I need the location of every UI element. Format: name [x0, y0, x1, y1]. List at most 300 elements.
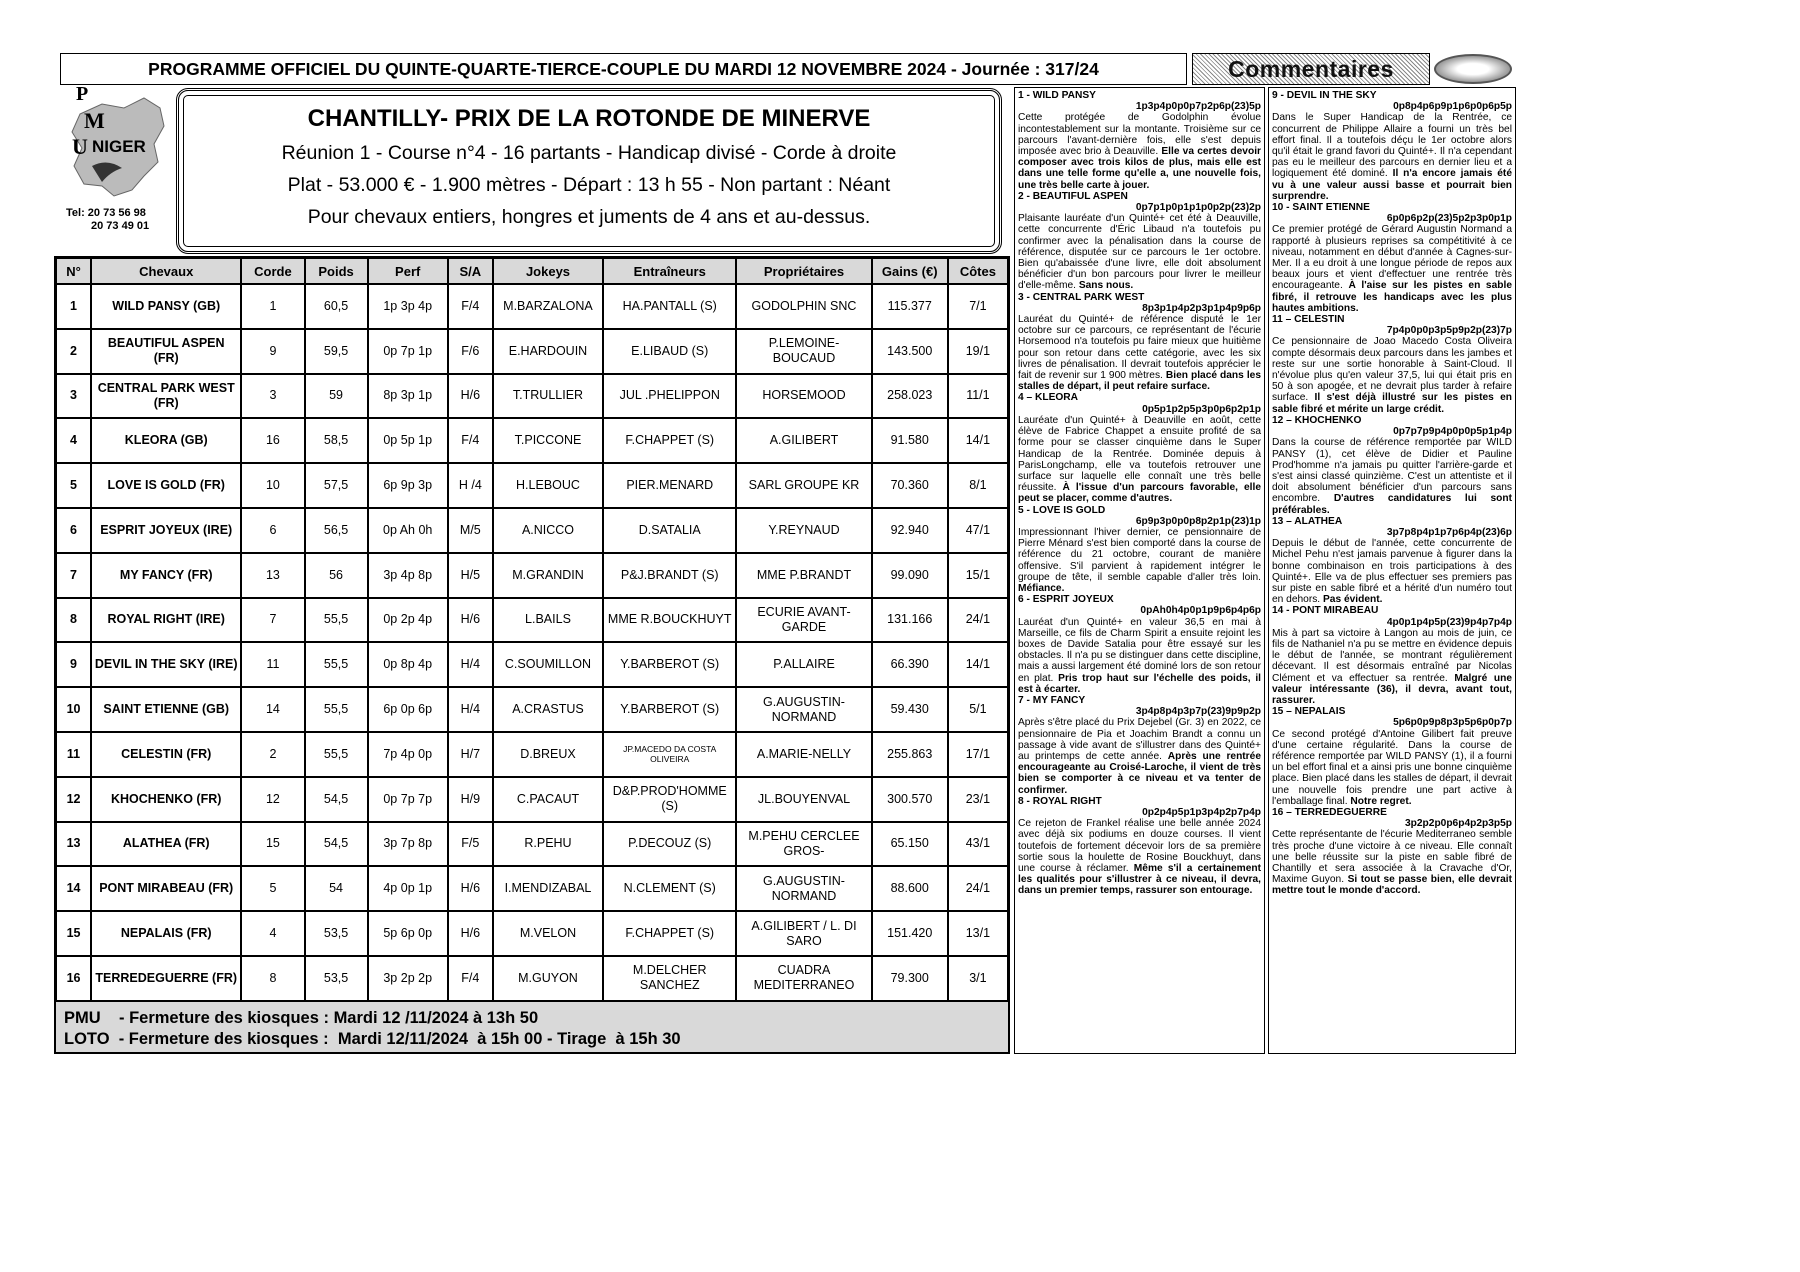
column-header: Chevaux	[91, 258, 241, 284]
table-cell: F/6	[448, 329, 493, 374]
commentary-body: Ce pensionnaire de Joao Macedo Costa Oliveira compte désormais deux parcours dans les jambes et reste sur une sortie honorable à Saint-Cloud. Il n'évolue plus qu'en valeur 37,5, lui qui était pris en 50 à son apogée, et ne devrait plus tarder à refaire surface.	[1272, 336, 1512, 404]
table-cell: 8	[56, 598, 91, 643]
table-cell: 0p 8p 4p	[368, 642, 448, 687]
table-cell: Y.BARBEROT (S)	[603, 642, 736, 687]
table-cell: ALATHEA (FR)	[91, 822, 241, 867]
table-cell: 55,5	[305, 642, 368, 687]
column-header: Jokeys	[493, 258, 603, 284]
table-cell: 47/1	[948, 508, 1008, 553]
table-cell: 59	[305, 374, 368, 419]
commentary-text	[1018, 527, 1261, 594]
table-cell: 91.580	[872, 418, 948, 463]
commentary-entry	[1272, 314, 1512, 415]
table-cell: E.LIBAUD (S)	[603, 329, 736, 374]
table-cell: 15	[241, 822, 304, 867]
commentary-horse-title: 7 - MY FANCY	[1018, 694, 1086, 706]
table-cell: 15	[56, 911, 91, 956]
table-cell: WILD PANSY (GB)	[91, 284, 241, 329]
table-cell: 8/1	[948, 463, 1008, 508]
column-header: Entraîneurs	[603, 258, 736, 284]
table-cell: N.CLEMENT (S)	[603, 866, 736, 911]
table-cell: D.BREUX	[493, 732, 603, 777]
table-cell: 7p 4p 0p	[368, 732, 448, 777]
table-cell: 13	[56, 822, 91, 867]
table-cell: 3	[56, 374, 91, 419]
commentary-entry	[1272, 202, 1512, 314]
table-cell: 0p 7p 1p	[368, 329, 448, 374]
table-cell: 11	[56, 732, 91, 777]
table-cell: 4p 0p 1p	[368, 866, 448, 911]
table-cell: 5p 6p 0p	[368, 911, 448, 956]
table-cell: 6p 9p 3p	[368, 463, 448, 508]
table-cell: MY FANCY (FR)	[91, 553, 241, 598]
table-cell: I.MENDIZABAL	[493, 866, 603, 911]
commentary-entry	[1018, 392, 1261, 504]
table-cell: 14/1	[948, 418, 1008, 463]
tel-line-2: 20 73 49 01	[91, 220, 150, 232]
table-cell: KHOCHENKO (FR)	[91, 777, 241, 822]
commentary-body: Dans la course de référence remportée par WILD PANSY (1), cet élève de Didier et Pauline Prod'homme n'a jamais pu quitter l'arrière-garde et s'est ainsi classé quinzième. C'est un attentiste et il doit absolument bénéficier d'un parcours sans encombre.	[1272, 437, 1512, 505]
table-cell: PONT MIRABEAU (FR)	[91, 866, 241, 911]
tel-line-1: Tel: 20 73 56 98	[66, 207, 146, 219]
table-row	[56, 284, 1008, 329]
table-cell: 8p 3p 1p	[368, 374, 448, 419]
table-cell: MME R.BOUCKHUYT	[603, 598, 736, 643]
table-cell: TERREDEGUERRE (FR)	[91, 956, 241, 1001]
table-cell: P.LEMOINE-BOUCAUD	[736, 329, 871, 374]
table-cell: G.AUGUSTIN-NORMAND	[736, 687, 871, 732]
table-cell: F/4	[448, 956, 493, 1001]
table-row	[56, 508, 1008, 553]
commentary-text	[1272, 729, 1512, 807]
commentary-column-1	[1014, 87, 1265, 1054]
commentary-horse-title: 16 – TERREDEGUERRE	[1272, 807, 1387, 818]
table-cell: 70.360	[872, 463, 948, 508]
table-cell: M.GUYON	[493, 956, 603, 1001]
table-cell: PIER.MENARD	[603, 463, 736, 508]
commentary-horse-title: 1 - WILD PANSY	[1018, 90, 1096, 101]
race-info-box	[176, 88, 1002, 254]
race-line-3: Pour chevaux entiers, hongres et juments de 4 ans et au-dessus.	[307, 206, 871, 228]
commentary-verdict: Après une rentrée encourageante au Croisé-Laroche, il vient de très bien se comporter à ce niveau et va tenter de confirmer.	[1018, 750, 1261, 796]
table-cell: 3p 2p 2p	[368, 956, 448, 1001]
table-cell: H/9	[448, 777, 493, 822]
table-cell: 58,5	[305, 418, 368, 463]
table-cell: 59.430	[872, 687, 948, 732]
commentary-text	[1272, 336, 1512, 414]
table-cell: 55,5	[305, 687, 368, 732]
table-cell: 5/1	[948, 687, 1008, 732]
logo-letter-u: U	[72, 134, 88, 159]
commentary-performance: 3p4p8p4p3p7p(23)9p9p2p	[1135, 706, 1261, 718]
table-row	[56, 329, 1008, 374]
table-cell: 54	[305, 866, 368, 911]
table-cell: 53,5	[305, 956, 368, 1001]
commentary-entry	[1018, 191, 1261, 292]
commentary-verdict: Si tout se passe bien, elle devrait mettre tout le monde d'accord.	[1272, 874, 1512, 897]
commentary-horse-title: 5 - LOVE IS GOLD	[1018, 504, 1106, 516]
table-row	[56, 956, 1008, 1001]
commentary-verdict: À l'aise sur les pistes en sable fibré, il retrouve les handicaps avec les plus hautes ambitions.	[1272, 280, 1512, 314]
table-cell: DEVIL IN THE SKY (IRE)	[91, 642, 241, 687]
commentary-body: Plaisante lauréate d'un Quinté+ cet été à Deauville, cette concurrente d'Éric Libaud n'a toutefois pu confirmer avec la pénalisation dans la course de référence, disputée sur ce parcours le 1er octobre. Bien qu'abaissée d'une livre, elle doit absolument bénéficier d'un bon parcours pour livrer le meilleur d'elle-même.	[1018, 213, 1261, 292]
commentary-text	[1018, 415, 1261, 505]
table-cell: 258.023	[872, 374, 948, 419]
table-cell: P.DECOUZ (S)	[603, 822, 736, 867]
commentary-body: Mis à part sa victoire à Langon au mois de juin, ce fils de Nathaniel n'a pu se mettre en évidence depuis le début de l'année, se montrant régulièrement décevant. Il est désormais entraîné par Nicolas Clément et va effectuer sa rentrée.	[1272, 627, 1512, 684]
table-cell: 92.940	[872, 508, 948, 553]
commentary-entry	[1018, 292, 1261, 393]
commentary-verdict: Bien placé dans les stalles de départ, il peut refaire surface.	[1018, 370, 1261, 393]
table-cell: M.GRANDIN	[493, 553, 603, 598]
commentary-text	[1018, 112, 1261, 190]
table-cell: 53,5	[305, 911, 368, 956]
table-cell: T.TRULLIER	[493, 374, 603, 419]
table-cell: A.NICCO	[493, 508, 603, 553]
table-cell: 24/1	[948, 598, 1008, 643]
table-row	[56, 553, 1008, 598]
table-cell: M.BARZALONA	[493, 284, 603, 329]
table-row	[56, 732, 1008, 777]
commentary-horse-title: 6 - ESPRIT JOYEUX	[1018, 594, 1114, 606]
table-cell: T.PICCONE	[493, 418, 603, 463]
commentary-performance: 3p7p8p4p1p7p6p4p(23)6p	[1386, 526, 1512, 538]
table-cell: SARL GROUPE KR	[736, 463, 871, 508]
table-cell: 10	[241, 463, 304, 508]
table-cell: JL.BOUYENVAL	[736, 777, 871, 822]
commentary-body: Impressionnant l'hiver dernier, ce pensionnaire de Pierre Ménard s'est bien comporté dans la course de référence du 21 octobre, courant de manière offensive. S'il parvient à rapidement intégrer le groupe de tête, il semble capable d'aller très loin.	[1018, 526, 1261, 583]
table-cell: ROYAL RIGHT (IRE)	[91, 598, 241, 643]
table-cell: CUADRA MEDITERRANEO	[736, 956, 871, 1001]
table-row	[56, 822, 1008, 867]
column-header: Poids	[305, 258, 368, 284]
table-cell: 2	[241, 732, 304, 777]
footer-pmu-line: PMU - Fermeture des kiosques : Mardi 12 /11/2024 à 13h 50	[64, 1009, 539, 1027]
table-cell: F/5	[448, 822, 493, 867]
commentary-verdict: À l'issue d'un parcours favorable, elle peut se placer, comme d'autres.	[1018, 482, 1261, 505]
table-cell: P.ALLAIRE	[736, 642, 871, 687]
table-cell: A.MARIE-NELLY	[736, 732, 871, 777]
commentary-performance: 0p8p4p6p9p1p6p0p6p5p	[1393, 101, 1512, 113]
table-cell: 54,5	[305, 777, 368, 822]
table-cell: D.SATALIA	[603, 508, 736, 553]
commentary-verdict: Il s'est déjà illustré sur les pistes en sable fibré et mérite un large crédit.	[1272, 392, 1513, 415]
commentary-horse-title: 12 – KHOCHENKO	[1272, 414, 1362, 426]
table-cell: 6p 0p 6p	[368, 687, 448, 732]
table-cell: SAINT ETIENNE (GB)	[91, 687, 241, 732]
partants-table	[54, 256, 1010, 1003]
race-line-1: Réunion 1 - Course n°4 - 16 partants - Handicap divisé - Corde à droite	[281, 142, 897, 164]
table-cell: H/7	[448, 732, 493, 777]
logo-letter-m: M	[84, 108, 105, 133]
table-cell: KLEORA (GB)	[91, 418, 241, 463]
table-cell: 5	[56, 463, 91, 508]
commentary-entry	[1018, 505, 1261, 595]
table-cell: 13	[241, 553, 304, 598]
table-cell: H/6	[448, 866, 493, 911]
table-cell: 13/1	[948, 911, 1008, 956]
table-cell: 1	[241, 284, 304, 329]
commentary-text	[1272, 829, 1512, 896]
table-cell: 4	[241, 911, 304, 956]
pmu-niger-logo	[62, 86, 172, 204]
table-cell: BEAUTIFUL ASPEN (FR)	[91, 329, 241, 374]
table-cell: 151.420	[872, 911, 948, 956]
commentary-body: Lauréate d'un Quinté+ à Deauville en août, cette élève de Fabrice Chappet a ensuite profité de sa forme pour se classer cinquième dans le Super Handicap de la Rentrée. Dominée depuis à ParisLongchamp, elle va toutefois retrouver une surface sur laquelle elle connaît une très belle réussite.	[1018, 414, 1261, 494]
column-header: N°	[56, 258, 91, 284]
commentary-body: Cette représentante de l'écurie Mediterraneo semble très proche d'une victoire à ce niveau. Elle connaît une belle réussite sur la piste en sable fibré de Chantilly et sera associée à la Cravache d'Or, Maxime Guyon.	[1272, 829, 1512, 886]
table-cell: CELESTIN (FR)	[91, 732, 241, 777]
commentary-text	[1272, 628, 1512, 706]
table-cell: 65.150	[872, 822, 948, 867]
table-cell: 66.390	[872, 642, 948, 687]
table-cell: 12	[56, 777, 91, 822]
table-cell: M.DELCHER SANCHEZ	[603, 956, 736, 1001]
commentary-text	[1018, 617, 1261, 695]
table-cell: L.BAILS	[493, 598, 603, 643]
table-row	[56, 642, 1008, 687]
commentary-performance: 1p3p4p0p0p7p2p6p(23)5p	[1135, 101, 1261, 113]
commentary-body: Lauréat d'un Quinté+ en valeur 36,5 en mai à Marseille, ce fils de Charm Spirit a ensuite rejoint les boxes de Davide Satalia pour être essayé sur les obstacles. Il n'a pu se distinguer dans cette discipline, mais a aussi largement été dominé lors de son retour en plat.	[1018, 616, 1261, 684]
table-cell: 54,5	[305, 822, 368, 867]
commentary-verdict: Elle va certes devoir composer avec trois kilos de plus, mais elle est dans une telle forme qu'elle a, une nouvelle fois, une très belle carte à jouer.	[1018, 146, 1261, 191]
logo-niger: NIGER	[92, 137, 146, 156]
table-cell: HORSEMOOD	[736, 374, 871, 419]
table-cell: H/6	[448, 911, 493, 956]
table-cell: 15/1	[948, 553, 1008, 598]
column-header: S/A	[448, 258, 493, 284]
table-cell: MME P.BRANDT	[736, 553, 871, 598]
table-cell: 16	[241, 418, 304, 463]
table-cell: F.CHAPPET (S)	[603, 418, 736, 463]
table-cell: 300.570	[872, 777, 948, 822]
commentary-verdict: Même s'il a certainement les qualités pour s'illustrer à ce niveau, il devra, dans un premier temps, rassurer son entourage.	[1018, 863, 1261, 897]
table-cell: 3p 4p 8p	[368, 553, 448, 598]
table-cell: 5	[241, 866, 304, 911]
table-cell: 7	[241, 598, 304, 643]
commentary-entry	[1272, 706, 1512, 807]
table-cell: 14/1	[948, 642, 1008, 687]
table-cell: P&J.BRANDT (S)	[603, 553, 736, 598]
table-cell: 0p 5p 1p	[368, 418, 448, 463]
commentary-text	[1272, 538, 1512, 605]
table-cell: 0p 2p 4p	[368, 598, 448, 643]
commentary-body: Ce rejeton de Frankel réalise une belle année 2024 avec déjà six podiums en douze courses. Il vient toutefois de fortement décevoir lors de sa première sortie sous la houlette de Rosine Bouckhuyt, dans une course à réclamer.	[1018, 818, 1261, 875]
table-cell: 6	[56, 508, 91, 553]
table-cell: 56	[305, 553, 368, 598]
table-row	[56, 418, 1008, 463]
tiercé-oval-logo	[1434, 54, 1512, 84]
table-cell: GODOLPHIN SNC	[736, 284, 871, 329]
table-row	[56, 463, 1008, 508]
commentary-performance: 0p5p1p2p5p3p0p6p2p1p	[1142, 403, 1261, 415]
table-cell: 9	[241, 329, 304, 374]
race-line-2: Plat - 53.000 € - 1.900 mètres - Départ : 13 h 55 - Non partant : Néant	[287, 174, 891, 196]
commentary-body: Depuis le début de l'année, cette concurrente de Michel Pehu n'est jamais parvenue à figurer dans la bonne combinaison en trois participations à des Quinté+. Elle va de plus effectuer ses premiers pas sur piste en sable fibré et a hérité d'un numéro tout en dehors.	[1272, 538, 1512, 606]
commentary-entry	[1272, 605, 1512, 706]
table-cell: 7	[56, 553, 91, 598]
commentary-performance: 5p6p0p9p8p3p5p6p0p7p	[1393, 717, 1512, 729]
table-cell: H/6	[448, 374, 493, 419]
column-header: Perf	[368, 258, 448, 284]
table-cell: 10	[56, 687, 91, 732]
table-cell: 12	[241, 777, 304, 822]
commentary-verdict: Sans nous.	[1078, 280, 1134, 292]
table-cell: 23/1	[948, 777, 1008, 822]
commentary-horse-title: 3 - CENTRAL PARK WEST	[1018, 291, 1145, 303]
table-cell: D&P.PROD'HOMME (S)	[603, 777, 736, 822]
commentary-text	[1018, 314, 1261, 392]
table-cell: 11/1	[948, 374, 1008, 419]
table-cell: 16	[56, 956, 91, 1001]
table-cell: 19/1	[948, 329, 1008, 374]
table-cell: CENTRAL PARK WEST (FR)	[91, 374, 241, 419]
table-cell: 14	[241, 687, 304, 732]
table-row	[56, 777, 1008, 822]
table-cell: 55,5	[305, 598, 368, 643]
table-cell: H/5	[448, 553, 493, 598]
table-cell: 0p Ah 0h	[368, 508, 448, 553]
commentary-body: Dans le Super Handicap de la Rentrée, ce concurrent de Philippe Allaire a fourni un très bel effort final. Il a toutefois déçu le 1er octobre alors qu'il était le grand favori du Quinté+. Il n'a cependant pas eu le meilleur des parcours en dernier lieu et a logiquement été dominé.	[1272, 112, 1512, 180]
logo-letter-p: P	[76, 86, 89, 105]
commentary-horse-title: 8 - ROYAL RIGHT	[1018, 795, 1102, 807]
commentary-verdict: Notre regret.	[1350, 795, 1412, 807]
table-cell: 24/1	[948, 866, 1008, 911]
table-cell: 79.300	[872, 956, 948, 1001]
table-cell: JUL .PHELIPPON	[603, 374, 736, 419]
table-cell: JP.MACEDO DA COSTA OLIVEIRA	[603, 732, 736, 777]
column-header: Côtes	[948, 258, 1008, 284]
commentary-text	[1018, 818, 1261, 896]
table-cell: ECURIE AVANT-GARDE	[736, 598, 871, 643]
table-cell: 60,5	[305, 284, 368, 329]
commentary-performance: 0p2p4p5p1p3p4p2p7p4p	[1142, 807, 1261, 818]
table-cell: 57,5	[305, 463, 368, 508]
table-cell: G.AUGUSTIN-NORMAND	[736, 866, 871, 911]
table-row	[56, 374, 1008, 419]
column-header: Corde	[241, 258, 304, 284]
commentary-verdict: Pris trop haut sur l'échelle des poids, il est à écarter.	[1018, 672, 1261, 695]
commentary-body: Ce second protégé d'Antoine Gilibert fait preuve d'une certaine régularité. Dans la course de référence remportée par WILD PANSY (1), il a fourni un bel effort final et a ainsi pris une bonne cinquième place. Bien placé dans les stalles de départ, il devrait une nouvelle fois prendre une part active à l'emballage final.	[1272, 728, 1512, 807]
table-cell: 8	[241, 956, 304, 1001]
program-banner: PROGRAMME OFFICIEL DU QUINTE-QUARTE-TIERCE-COUPLE DU MARDI 12 NOVEMBRE 2024 - Journée : 317/24	[60, 53, 1187, 85]
table-cell: 55,5	[305, 732, 368, 777]
table-cell: 11	[241, 642, 304, 687]
commentary-body: Lauréat du Quinté+ de référence disputé le 1er octobre sur ce parcours, ce représentant de l'écurie Horsemood n'a toutefois pu faire mieux que huitième pour son retour dans cette catégorie, avec les six livres de pénalisation. Il devrait toutefois apprécier le fait de revenir sur 1 900 mètres.	[1018, 314, 1261, 382]
table-cell: M.PEHU CERCLEE GROS-	[736, 822, 871, 867]
commentary-entry	[1018, 90, 1261, 191]
table-cell: 9	[56, 642, 91, 687]
table-cell: A.GILIBERT	[736, 418, 871, 463]
commentary-body: Ce premier protégé de Gérard Augustin Normand a rapporté à plusieurs reprises sa compétitivité à ce niveau, notamment en début d'année à Cagnes-sur-Mer. Il a eu droit à une longue période de repos aux beaux jours et vient d'effectuer une rentrée très encourageante.	[1272, 224, 1512, 292]
table-cell: 255.863	[872, 732, 948, 777]
commentary-text	[1018, 213, 1261, 291]
table-cell: 88.600	[872, 866, 948, 911]
commentary-horse-title: 2 - BEAUTIFUL ASPEN	[1018, 190, 1128, 202]
table-cell: 43/1	[948, 822, 1008, 867]
commentary-text	[1018, 717, 1261, 795]
telephone-block	[66, 207, 176, 233]
table-cell: C.SOUMILLON	[493, 642, 603, 687]
table-cell: 99.090	[872, 553, 948, 598]
table-cell: H/6	[448, 598, 493, 643]
table-cell: H.LEBOUC	[493, 463, 603, 508]
table-row	[56, 687, 1008, 732]
commentary-verdict: Pas évident.	[1323, 594, 1383, 606]
commentary-performance: 0pAh0h4p0p1p9p6p4p6p	[1140, 605, 1261, 617]
table-cell: ESPRIT JOYEUX (IRE)	[91, 508, 241, 553]
table-cell: 115.377	[872, 284, 948, 329]
table-cell: F/4	[448, 284, 493, 329]
table-cell: R.PEHU	[493, 822, 603, 867]
commentary-horse-title: 10 - SAINT ETIENNE	[1272, 202, 1370, 214]
commentary-verdict: D'autres candidatures lui sont préférables.	[1272, 493, 1512, 516]
commentary-entry	[1272, 516, 1512, 606]
commentary-horse-title: 13 – ALATHEA	[1272, 515, 1343, 527]
table-cell: 56,5	[305, 508, 368, 553]
commentary-horse-title: 11 – CELESTIN	[1272, 314, 1345, 326]
commentary-column-2	[1268, 87, 1516, 1054]
commentary-performance: 6p9p3p0p0p8p2p1p(23)1p	[1135, 515, 1261, 527]
table-cell: H /4	[448, 463, 493, 508]
commentary-text	[1272, 112, 1512, 202]
table-cell: F.CHAPPET (S)	[603, 911, 736, 956]
table-cell: Y.BARBEROT (S)	[603, 687, 736, 732]
commentary-horse-title: 15 – NEPALAIS	[1272, 706, 1346, 718]
table-cell: M/5	[448, 508, 493, 553]
commentary-verdict: Méfiance.	[1018, 582, 1065, 594]
table-cell: 4	[56, 418, 91, 463]
column-header: Gains (€)	[872, 258, 948, 284]
table-cell: 143.500	[872, 329, 948, 374]
commentary-performance: 7p4p0p0p3p5p9p2p(23)7p	[1386, 325, 1512, 337]
table-cell: 3	[241, 374, 304, 419]
table-cell: 131.166	[872, 598, 948, 643]
table-cell: M.VELON	[493, 911, 603, 956]
table-cell: A.CRASTUS	[493, 687, 603, 732]
commentary-text	[1272, 224, 1512, 314]
commentary-entry	[1018, 796, 1261, 897]
commentary-performance: 0p7p1p0p1p1p0p2p(23)2p	[1135, 202, 1261, 214]
closing-times-footer	[54, 1000, 1010, 1054]
commentary-body: Cette protégée de Godolphin évolue incontestablement sur la montante. Troisième sur ce parcours l'avant-dernière fois, elle s'est depuis imposée avec brio à Deauville.	[1018, 112, 1261, 158]
table-cell: 2	[56, 329, 91, 374]
commentary-text	[1272, 437, 1512, 515]
table-cell: 3p 7p 8p	[368, 822, 448, 867]
commentary-performance: 0p7p7p9p4p0p0p5p1p4p	[1393, 426, 1512, 438]
table-cell: LOVE IS GOLD (FR)	[91, 463, 241, 508]
commentary-horse-title: 14 - PONT MIRABEAU	[1272, 605, 1379, 617]
commentary-entry	[1272, 90, 1512, 202]
table-cell: 3/1	[948, 956, 1008, 1001]
table-cell: HA.PANTALL (S)	[603, 284, 736, 329]
table-cell: NEPALAIS (FR)	[91, 911, 241, 956]
table-cell: Y.REYNAUD	[736, 508, 871, 553]
commentaires-label: Commentaires	[1228, 55, 1394, 82]
table-cell: 59,5	[305, 329, 368, 374]
table-cell: 1p 3p 4p	[368, 284, 448, 329]
commentary-verdict: Il n'a encore jamais été vu à une valeur aussi basse et pourrait bien surprendre.	[1272, 168, 1512, 202]
commentary-horse-title: 9 - DEVIL IN THE SKY	[1272, 90, 1377, 101]
table-row	[56, 866, 1008, 911]
commentary-horse-title: 4 – KLEORA	[1018, 392, 1079, 404]
table-header-row	[56, 258, 1008, 284]
commentary-performance: 4p0p1p4p5p(23)9p4p7p4p	[1386, 616, 1512, 628]
table-cell: H/4	[448, 642, 493, 687]
table-cell: 6	[241, 508, 304, 553]
commentary-performance: 8p3p1p4p2p3p1p4p9p6p	[1142, 302, 1261, 314]
table-cell: E.HARDOUIN	[493, 329, 603, 374]
